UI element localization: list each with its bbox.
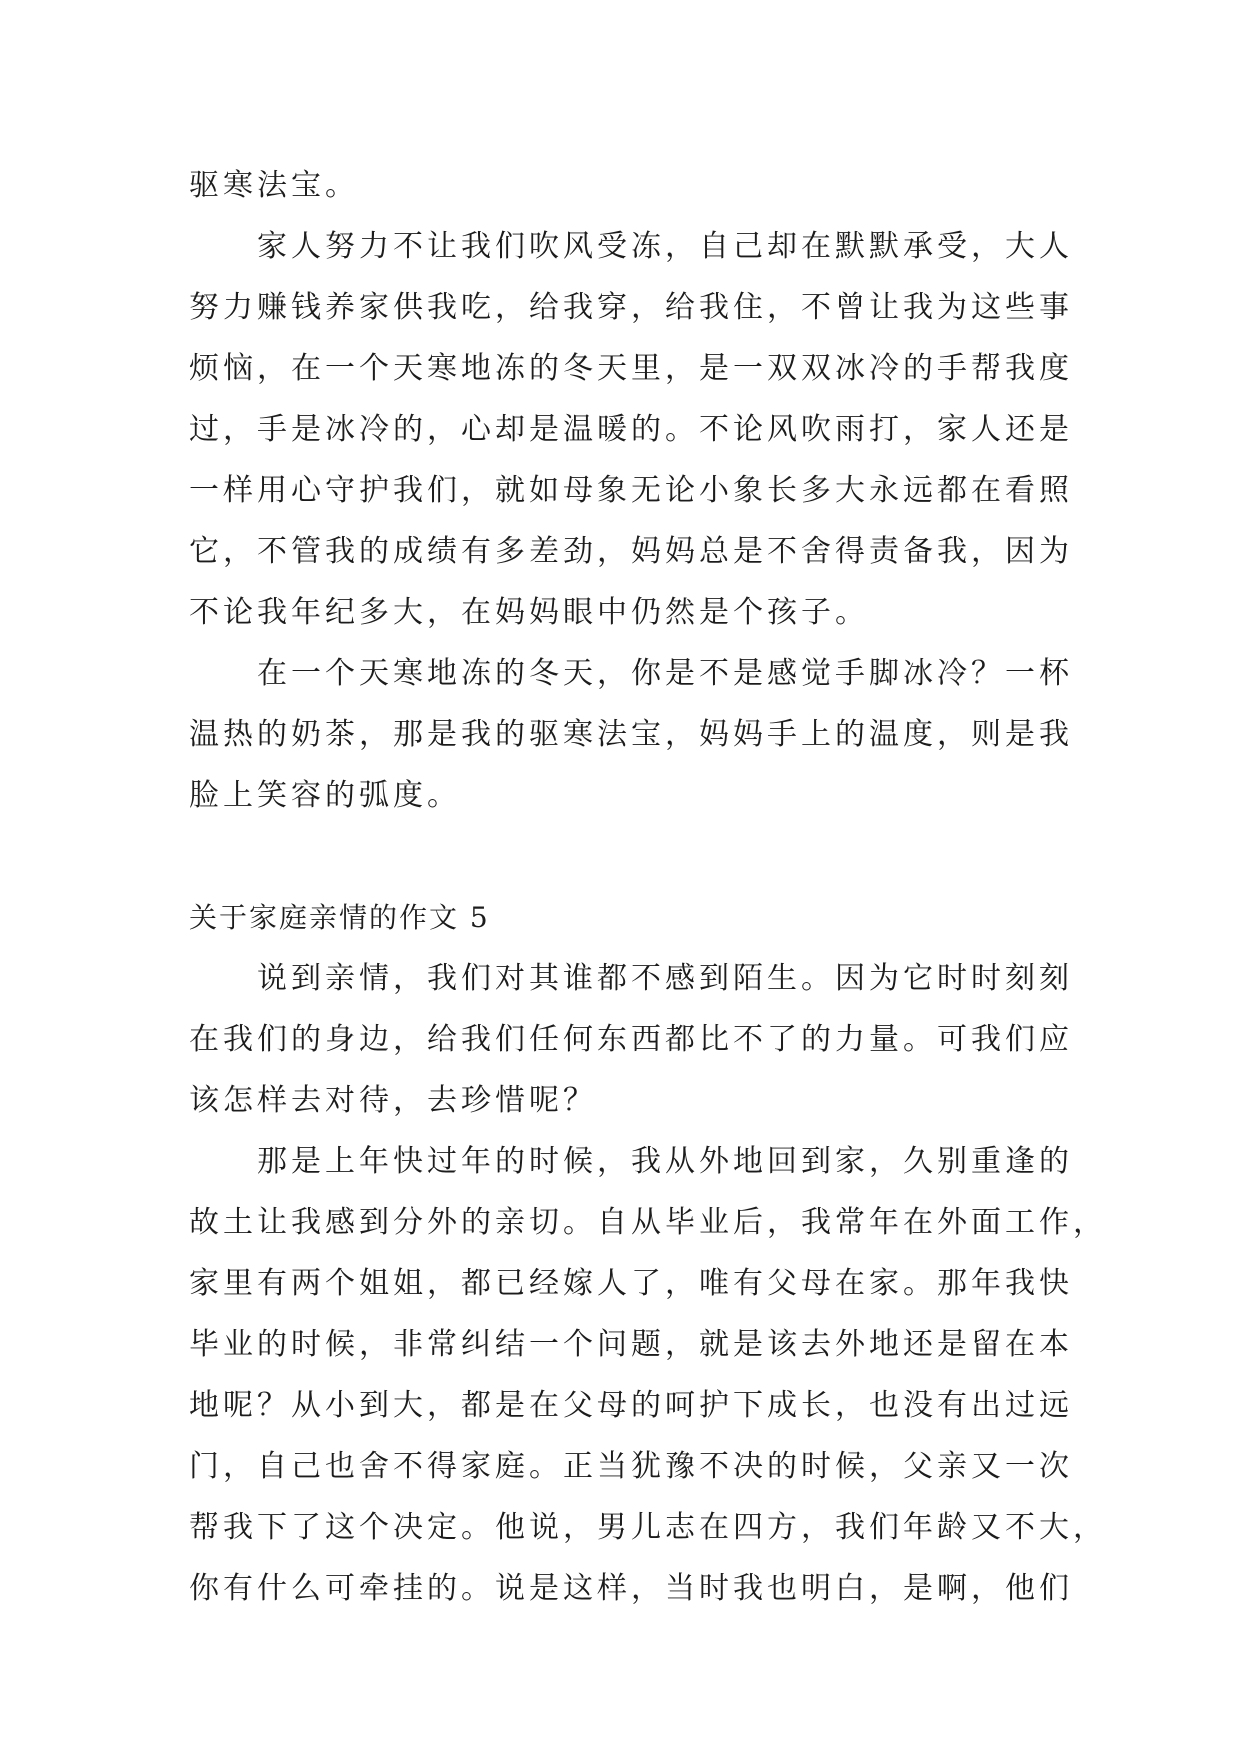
- text-line: 一样用心守护我们，就如母象无论小象长多大永远都在看照: [189, 473, 1073, 508]
- text-line: 它，不管我的成绩有多差劲，妈妈总是不舍得责备我，因为: [189, 534, 1073, 569]
- text-line: 毕业的时候，非常纠结一个问题，就是该去外地还是留在本: [189, 1327, 1073, 1362]
- section-heading: 关于家庭亲情的作文 5: [189, 901, 490, 934]
- text-line: 脸上笑容的弧度。: [189, 778, 461, 813]
- text-line: 驱寒法宝。: [189, 168, 359, 203]
- text-line: 故土让我感到分外的亲切。自从毕业后，我常年在外面工作，: [189, 1205, 1107, 1240]
- text-line: 家里有两个姐姐，都已经嫁人了，唯有父母在家。那年我快: [189, 1266, 1073, 1301]
- text-line: 在一个天寒地冻的冬天，你是不是感觉手脚冰冷？一杯: [257, 656, 1073, 691]
- text-line: 过，手是冰冷的，心却是温暖的。不论风吹雨打，家人还是: [189, 412, 1073, 447]
- paragraph-3: [189, 643, 1073, 826]
- text-line: 门，自己也舍不得家庭。正当犹豫不决的时候，父亲又一次: [189, 1449, 1073, 1484]
- text-line: 帮我下了这个决定。他说，男儿志在四方，我们年龄又不大，: [189, 1510, 1107, 1545]
- text-line: 你有什么可牵挂的。说是这样，当时我也明白，是啊，他们: [189, 1571, 1073, 1606]
- text-line: 努力赚钱养家供我吃，给我穿，给我住，不曾让我为这些事: [189, 290, 1073, 325]
- text-line: 不论我年纪多大，在妈妈眼中仍然是个孩子。: [189, 595, 869, 630]
- paragraph-1: [189, 155, 1053, 216]
- paragraph-5: [189, 1131, 1107, 1619]
- text-line: 温热的奶茶，那是我的驱寒法宝，妈妈手上的温度，则是我: [189, 717, 1073, 752]
- document-body: [189, 155, 1107, 1619]
- text-line: 该怎样去对待，去珍惜呢？: [189, 1083, 597, 1118]
- paragraph-4: [189, 948, 1073, 1131]
- paragraph-spacer: [189, 826, 1053, 887]
- text-line: 烦恼，在一个天寒地冻的冬天里，是一双双冰冷的手帮我度: [189, 351, 1073, 386]
- text-line: 地呢？从小到大，都是在父母的呵护下成长，也没有出过远: [189, 1388, 1073, 1423]
- text-line: 那是上年快过年的时候，我从外地回到家，久别重逢的: [257, 1144, 1073, 1179]
- text-line: 家人努力不让我们吹风受冻，自己却在默默承受，大人: [257, 229, 1073, 264]
- paragraph-2: [189, 216, 1073, 643]
- text-line: 在我们的身边，给我们任何东西都比不了的力量。可我们应: [189, 1022, 1073, 1057]
- text-line: 说到亲情，我们对其谁都不感到陌生。因为它时时刻刻: [257, 961, 1073, 996]
